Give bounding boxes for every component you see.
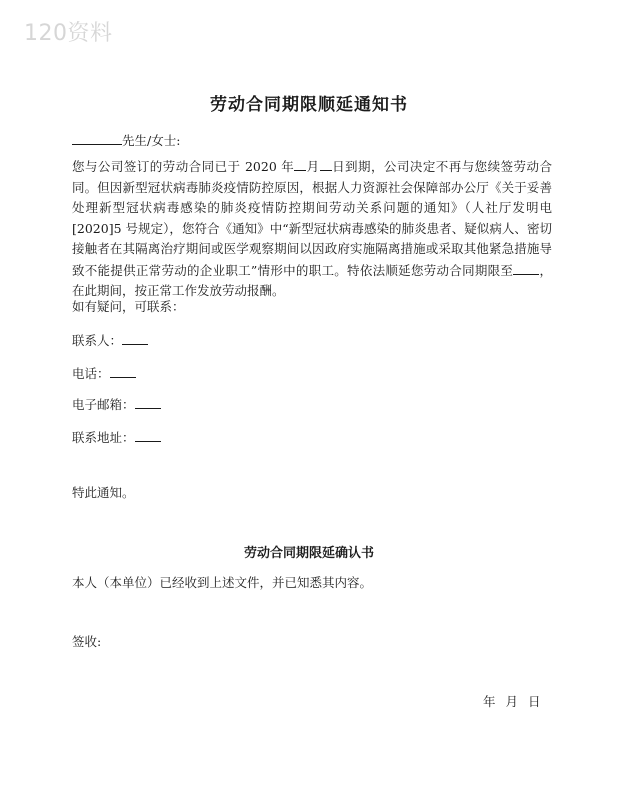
extend-date-blank bbox=[513, 260, 539, 275]
date-year: 年 bbox=[483, 694, 496, 709]
date-line bbox=[483, 692, 541, 710]
contact-person-blank bbox=[122, 330, 148, 345]
document-title: 劳动合同期限顺延通知书 bbox=[210, 95, 408, 115]
address-row bbox=[72, 427, 161, 446]
address-blank bbox=[135, 427, 161, 442]
phone-label: 电话： bbox=[72, 366, 110, 381]
email-blank bbox=[135, 394, 161, 409]
date-day: 日 bbox=[528, 694, 541, 709]
month-blank bbox=[294, 156, 306, 171]
sign-label: 签收: bbox=[72, 634, 102, 649]
date-month: 月 bbox=[505, 694, 519, 709]
body-text-4: ，在此期间，按正常工作发放劳动报酬。 bbox=[72, 262, 552, 298]
phone-blank bbox=[110, 363, 136, 378]
email-row bbox=[72, 394, 161, 413]
address-label: 联系地址： bbox=[72, 430, 135, 445]
contact-intro: 如有疑问，可联系： bbox=[72, 299, 185, 314]
watermark: 120资料 bbox=[24, 21, 113, 46]
phone-row bbox=[72, 363, 136, 382]
confirmation-statement: 本人（本单位）已经收到上述文件，并已知悉其内容。 bbox=[72, 575, 373, 590]
contact-person-row bbox=[72, 330, 148, 349]
salutation bbox=[72, 130, 180, 149]
body-text-2: 月 bbox=[306, 159, 320, 174]
notice-body bbox=[72, 156, 552, 302]
confirmation-title: 劳动合同期限延确认书 bbox=[243, 546, 374, 561]
body-text-1: 您与公司签订的劳动合同已于 2020 年 bbox=[72, 159, 295, 174]
closing-text: 特此通知。 bbox=[72, 485, 135, 500]
email-label: 电子邮箱： bbox=[72, 397, 135, 412]
contact-person-label: 联系人： bbox=[72, 333, 123, 348]
name-blank bbox=[72, 130, 122, 145]
day-blank bbox=[320, 156, 332, 171]
body-text-3: 日到期，公司决定不再与您续签劳动合同。但因新型冠状病毒肺炎疫情防控原因，根据人力资源社会保障部办公厅《关于妥善处理新型冠状病毒感染的肺炎疫情防控期间劳动关系问题的通知》（人社厅发明电[2020]5 号规定），您符合《通知》中“新型冠状病毒感染的肺炎患者、疑似病人、密切接触者在其隔离治疗期间或医学观察期间以因政府实施隔离措施或采取其他紧急措施导致不能提供正常劳动的企业职工”情形中的职工。特依法顺延您劳动合同期限至 bbox=[72, 159, 552, 278]
salutation-suffix: 先生/女士: bbox=[122, 133, 181, 148]
